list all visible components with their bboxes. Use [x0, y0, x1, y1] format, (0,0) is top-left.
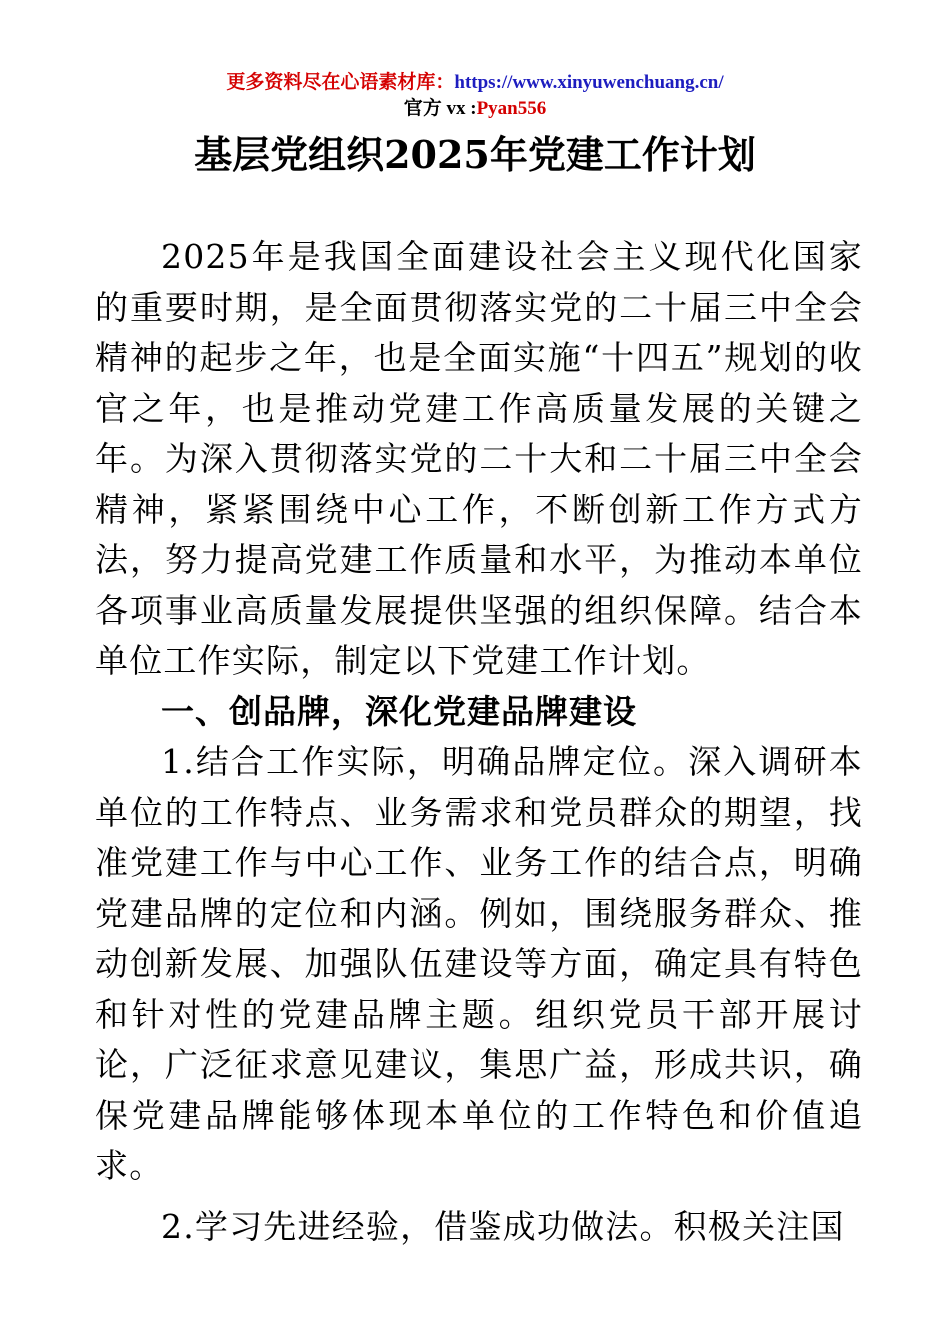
promo-prefix: 更多资料尽在心语素材库： — [226, 72, 455, 93]
section-heading-1: 一、创品牌，深化党建品牌建设 — [161, 691, 637, 731]
promo-wechat — [0, 96, 950, 122]
promo-banner — [0, 70, 950, 96]
intro-paragraph: 2025年是我国全面建设社会主义现代化国家的重要时期，是全面贯彻落实党的二十届三中全会精神的起步之年，也是全面实施“十四五”规划的收官之年，也是推动党建工作高质量发展的关键之年。为深入贯彻落实党的二十大和二十届三中全会精神，紧紧围绕中心工作，不断创新工作方式方法，努力提高党建工作质量和水平，为推动本单位各项事业高质量发展提供坚强的组织保障。结合本单位工作实际，制定以下党建工作计划。 — [95, 237, 863, 680]
promo-wechat-label: 官方 vx : — [403, 98, 477, 119]
item-paragraph-1: 1.结合工作实际，明确品牌定位。深入调研本单位的工作特点、业务需求和党员群众的期望，找准党建工作与中心工作、业务工作的结合点，明确党建品牌的定位和内涵。例如，围绕服务群众、推动创新发展、加强队伍建设等方面，确定具有特色和针对性的党建品牌主题。组织党员干部开展讨论，广泛征求意见建议，集思广益，形成共识，确保党建品牌能够体现本单位的工作特色和价值追求。 — [95, 742, 863, 1185]
promo-wechat-id: Pyan556 — [476, 98, 547, 119]
document-title: 基层党组织2025年党建工作计划 — [194, 132, 756, 177]
item-paragraph-2: 2.学习先进经验，借鉴成功做法。积极关注国 — [161, 1206, 845, 1246]
promo-url-link[interactable]: https://www.xinyuwenchuang.cn/ — [454, 72, 724, 93]
document-body — [95, 232, 863, 1252]
